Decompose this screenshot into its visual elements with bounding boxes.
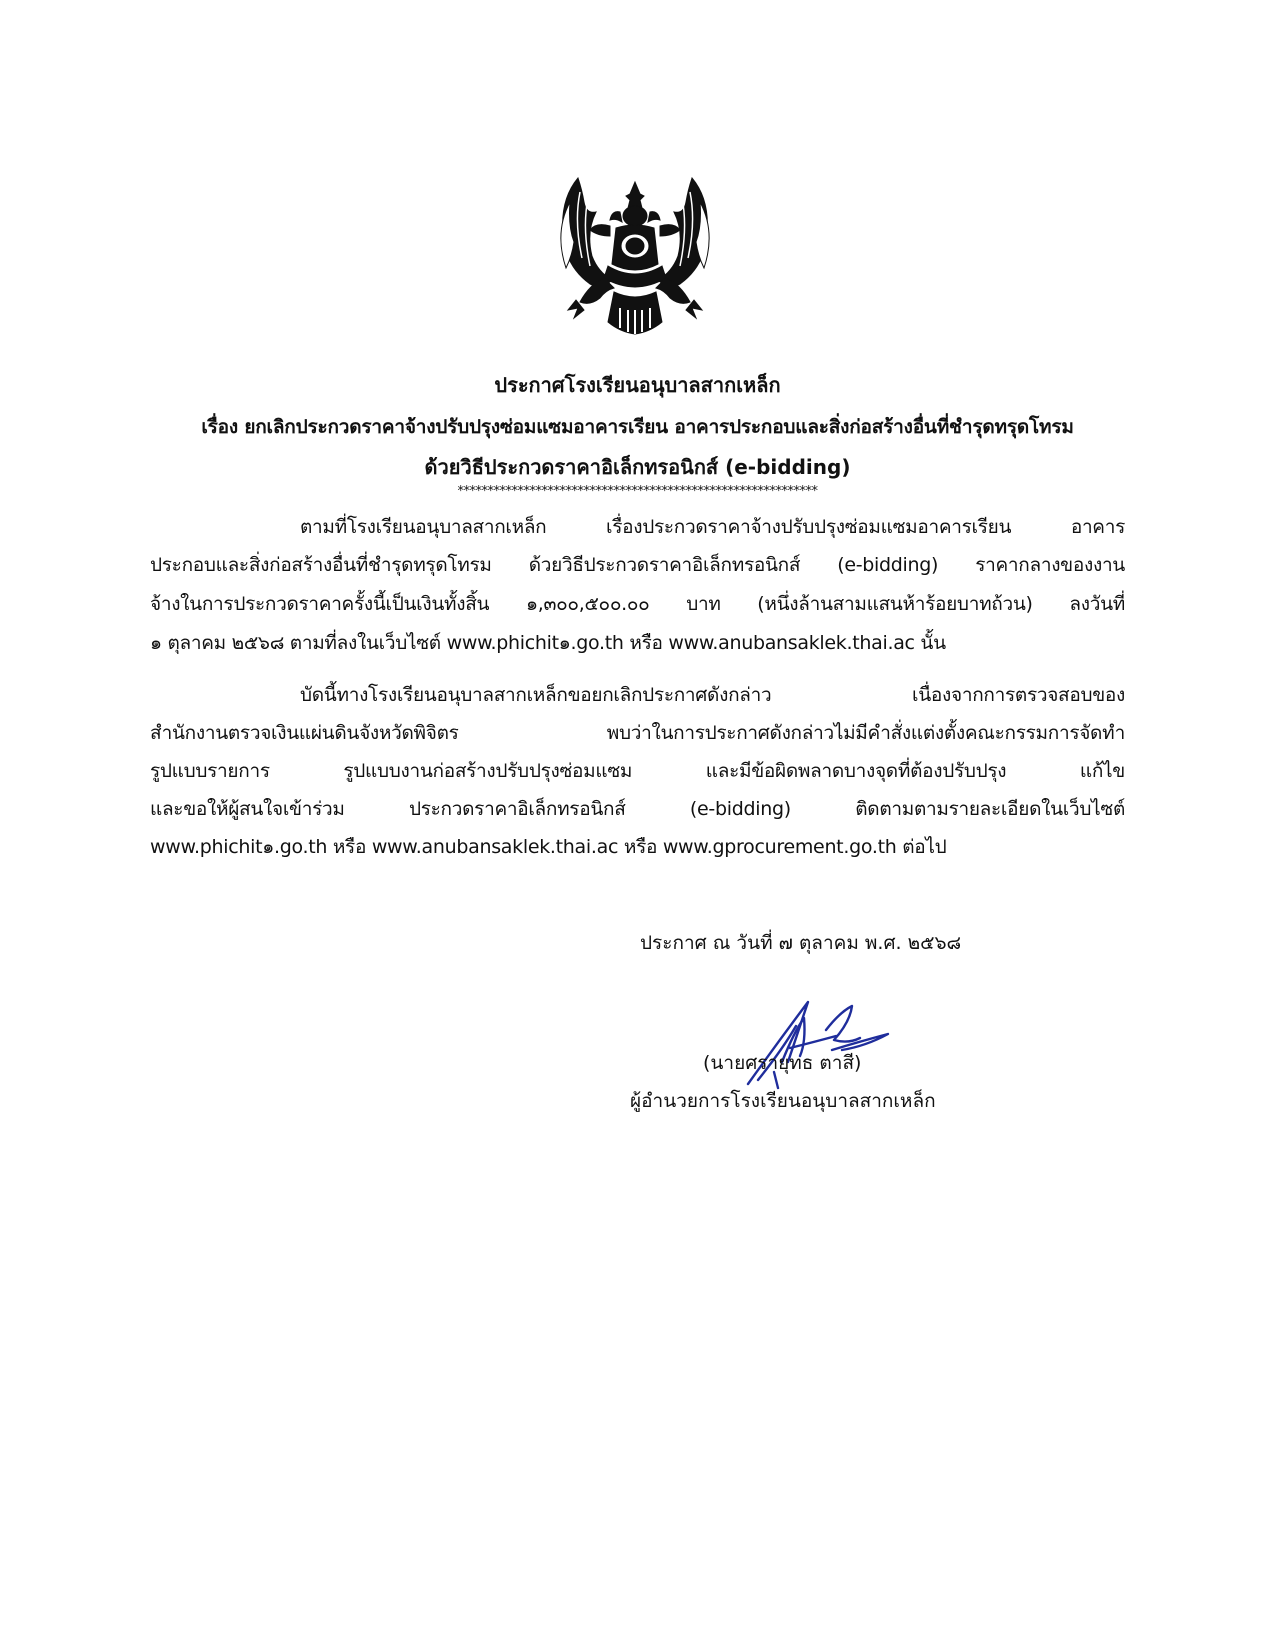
paragraph2-line: รูปแบบรายการ รูปแบบงานก่อสร้างปรับปรุงซ่อมแซม และมีข้อผิดพลาดบางจุดที่ต้องปรับปรุง แก้ไข [150,760,1125,782]
signatory-position: ผู้อำนวยการโรงเรียนอนุบาลสากเหล็ก [630,1090,936,1112]
paragraph2-line: www.phichit๑.go.th หรือ www.anubansaklek.thai.ac หรือ www.gprocurement.go.th ต่อไป [150,836,947,858]
paragraph2-line: และขอให้ผู้สนใจเข้าร่วม ประกวดราคาอิเล็กทรอนิกส์ (e-bidding) ติดตามตามรายละเอียดในเว็บไซต์ [150,798,1125,820]
announcement-date: ประกาศ ณ วันที่ ๗ ตุลาคม พ.ศ. ๒๕๖๘ [640,932,962,954]
paragraph1-line: ประกอบและสิ่งก่อสร้างอื่นที่ชำรุดทรุดโทรม ด้วยวิธีประกวดราคาอิเล็กทรอนิกส์ (e-bidding) ราคากลางของงาน [150,554,1125,576]
announcement-subject: เรื่อง ยกเลิกประกวดราคาจ้างปรับปรุงซ่อมแซมอาคารเรียน อาคารประกอบและสิ่งก่อสร้างอื่นที่ชำรุดทรุดโทรม [201,416,1074,438]
announcement-title: ประกาศโรงเรียนอนุบาลสากเหล็ก [494,373,781,397]
paragraph2-line: บัดนี้ทางโรงเรียนอนุบาลสากเหล็กขอยกเลิกประกาศดังกล่าว เนื่องจากการตรวจสอบของ [300,684,1125,706]
announcement-method: ด้วยวิธีประกวดราคาอิเล็กทรอนิกส์ (e-bidding) [424,455,851,479]
garuda-emblem-icon [550,172,720,348]
paragraph1-line: ๑ ตุลาคม ๒๕๖๘ ตามที่ลงในเว็บไซต์ www.phichit๑.go.th หรือ www.anubansaklek.thai.ac นั้น [150,632,946,654]
paragraph2-line: สำนักงานตรวจเงินแผ่นดินจังหวัดพิจิตร พบว่าในการประกาศดังกล่าวไม่มีคำสั่งแต่งตั้งคณะกรรมการจัดทำ [150,722,1125,744]
paragraph1-line: จ้างในการประกวดราคาครั้งนี้เป็นเงินทั้งสิ้น ๑,๓๐๐,๕๐๐.๐๐ บาท (หนึ่งล้านสามแสนห้าร้อยบาทถ้วน) ลงวันที่ [150,593,1125,615]
signatory-name: (นายศรายุทธ ตาสี) [703,1052,862,1074]
paragraph1-line: ตามที่โรงเรียนอนุบาลสากเหล็ก เรื่องประกวดราคาจ้างปรับปรุงซ่อมแซมอาคารเรียน อาคาร [300,516,1125,538]
separator-line: ************************************************************ [457,484,818,499]
